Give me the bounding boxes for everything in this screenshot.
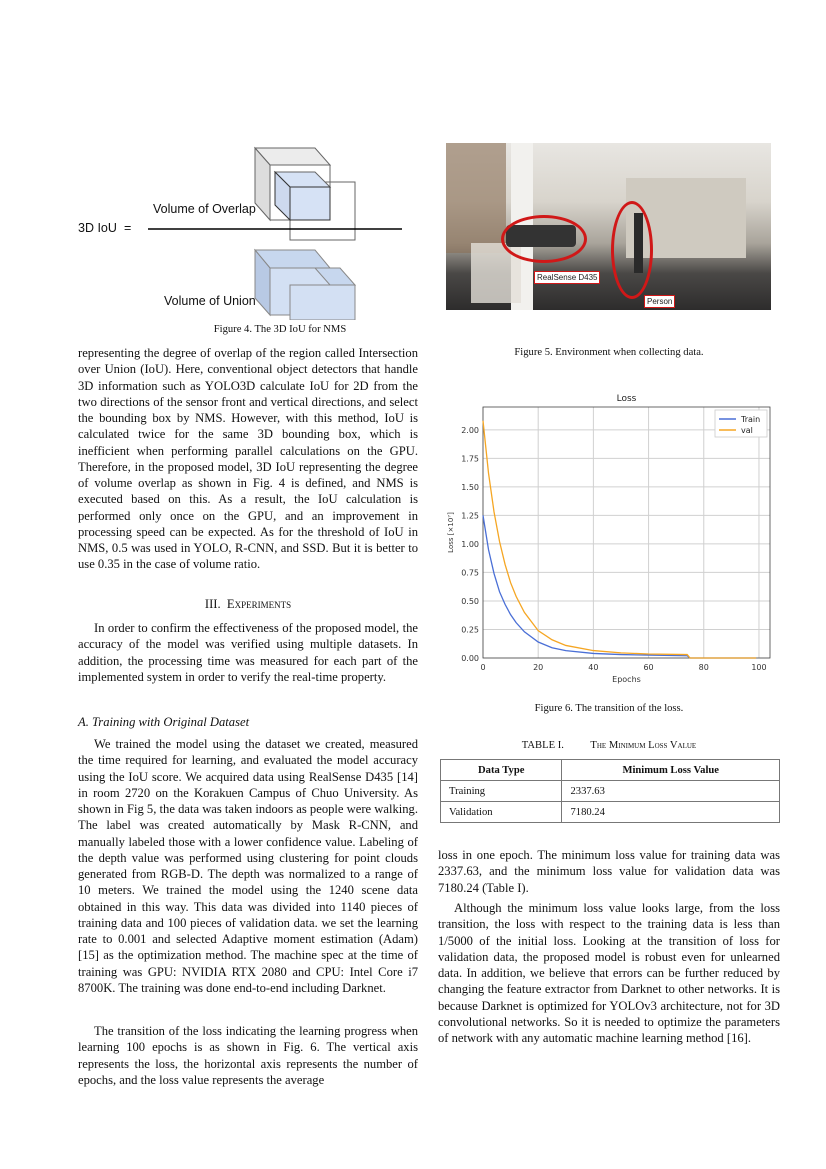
table-cell: Training — [441, 781, 562, 802]
y-tick-label: 0.50 — [461, 596, 479, 606]
section-heading — [78, 597, 418, 612]
x-axis-label: Epochs — [612, 675, 641, 684]
series-line-train — [483, 515, 756, 658]
x-tick-label: 80 — [698, 663, 709, 672]
x-tick-label: 40 — [588, 663, 599, 672]
loss-chart — [430, 385, 780, 695]
environment-photo — [446, 143, 771, 310]
y-tick-label: 1.75 — [461, 454, 479, 464]
plot-frame — [483, 407, 770, 658]
sensor-highlight-ellipse — [501, 215, 587, 263]
table-cell: 7180.24 — [562, 802, 780, 823]
chart-title: Loss — [616, 394, 637, 404]
y-tick-label: 1.50 — [461, 482, 479, 492]
table-cell: 2337.63 — [562, 781, 780, 802]
paragraph-discussion: Although the minimum loss value looks large, from the loss transition, the loss with respect to the training data is less than 1/5000 of the initial loss. Looking at the transition of loss for validation data, the proposed model is robust even for unlearned data. In addition, we believe that errors can be further reduced by changing the feature extractor from Darknet to other networks. It is because Darknet is optimized for YOLOv3 architecture, not for 3D convolutional networks. So it is needed to optimize the parameters of network with any automatic machine learning method [16]. — [438, 901, 780, 1045]
paragraph-iou: representing the degree of overlap of the region called Intersection over Union (IoU). Here, conventional object detectors that handle 3D information such as YOLO3D calculate IoU for 2D from the two directions of the sensor front and vertical directions, and select the bounding box by NMS. However, with this method, IoU is calculated twice for the same 3D bounding box, which is inefficient when performing parallel calculations on the GPU. Therefore, in the proposed model, 3D IoU representing the degree of volume overlap as shown in Fig. 4 is defined, and NMS is executed based on this. As a result, the IoU calculation is performed only once on the GPU, and an improvement in processing speed can be expected. As for the threshold of IoU in NMS, 0.5 was used in YOLO, R-CNN, and SSD. But it is better to use 0.35 in the case of volume ratio. — [78, 346, 418, 572]
y-axis-label: Loss [×10⁷] — [447, 512, 455, 553]
table-caption: The Minimum Loss Value — [590, 740, 697, 751]
figure-4-caption: Figure 4. The 3D IoU for NMS — [213, 324, 347, 335]
y-tick-label: 1.25 — [461, 511, 479, 521]
paragraph-min-loss: loss in one epoch. The minimum loss value for training data was 2337.63, and the minimum loss value for validation data was 7180.24 (Table I). — [438, 848, 780, 895]
table-title — [438, 740, 780, 751]
table-label: TABLE I. — [521, 740, 564, 751]
subsection-heading: A. Training with Original Dataset — [78, 715, 250, 729]
x-tick-label: 0 — [480, 663, 486, 672]
table-row — [441, 781, 780, 802]
person-highlight-ellipse — [611, 201, 653, 299]
y-tick-label: 1.00 — [461, 539, 479, 549]
y-tick-label: 2.00 — [461, 425, 479, 435]
paragraph-experiments: In order to confirm the effectiveness of the proposed model, the accuracy of the model was verified using multiple datasets. In addition, the processing time was measured for each part of the implemented system in order to verify the real-time property. — [78, 621, 418, 684]
iou-equals: = — [124, 221, 132, 235]
figure-5-caption: Figure 5. Environment when collecting data. — [514, 347, 704, 358]
series-line-val — [483, 421, 756, 658]
y-tick-label: 0.25 — [461, 625, 479, 635]
section-number: III. — [204, 597, 221, 611]
paragraph-training: We trained the model using the dataset we created, measured the time required for learning, and evaluated the model accuracy using the IoU score. We acquired data using RealSense D435 [14] in room 2720 on the Korakuen Campus of Chuo University. As shown in Fig 5, the data was taken indoors as people were walking. The label was created automatically by Mask R-CNN, and manually labeled those with a lower confidence value. Labeling of the depth value was performed using clustering for point clouds generated from RGB-D. The depth was normalized to a range of 10 meters. We trained the model using the 1240 scene data obtained in this way. This data was divided into 1140 pieces of training data and 100 pieces of validation data. we set the learning rate to 0.001 and selected Adaptive moment estimation (Adam) [15] as the optimization method. The machine spec at the time of training was GPU: NVIDIA RTX 2080 and CPU: Intel Core i7 8700K. The training was done end-to-end including Darknet. — [78, 737, 418, 995]
denominator-label: Volume of Union — [164, 294, 256, 308]
table-row — [441, 802, 780, 823]
header-cell: Data Type — [441, 760, 562, 781]
table-cell: Validation — [441, 802, 562, 823]
iou-lhs: 3D IoU — [78, 221, 117, 235]
paragraph-loss-transition: The transition of the loss indicating the learning progress when learning 100 epochs is as shown in Fig. 6. The vertical axis represents the loss, the horizontal axis represents the number of epochs, and the loss value represents the average — [78, 1024, 418, 1087]
header-cell: Minimum Loss Value — [562, 760, 780, 781]
minimum-loss-table — [440, 759, 780, 823]
figure-6-caption: Figure 6. The transition of the loss. — [534, 703, 684, 714]
sensor-label: RealSense D435 — [534, 271, 600, 284]
x-tick-label: 100 — [751, 663, 767, 672]
person-label: Person — [644, 295, 675, 308]
numerator-label: Volume of Overlap — [153, 202, 256, 216]
legend-label: val — [741, 426, 753, 435]
y-tick-label: 0.00 — [461, 654, 479, 663]
section-title: Experiments — [226, 597, 292, 611]
table-header-row — [441, 760, 780, 781]
x-tick-label: 20 — [533, 663, 544, 672]
y-tick-label: 0.75 — [461, 568, 479, 578]
legend-label: Train — [741, 415, 761, 424]
x-tick-label: 60 — [643, 663, 654, 672]
